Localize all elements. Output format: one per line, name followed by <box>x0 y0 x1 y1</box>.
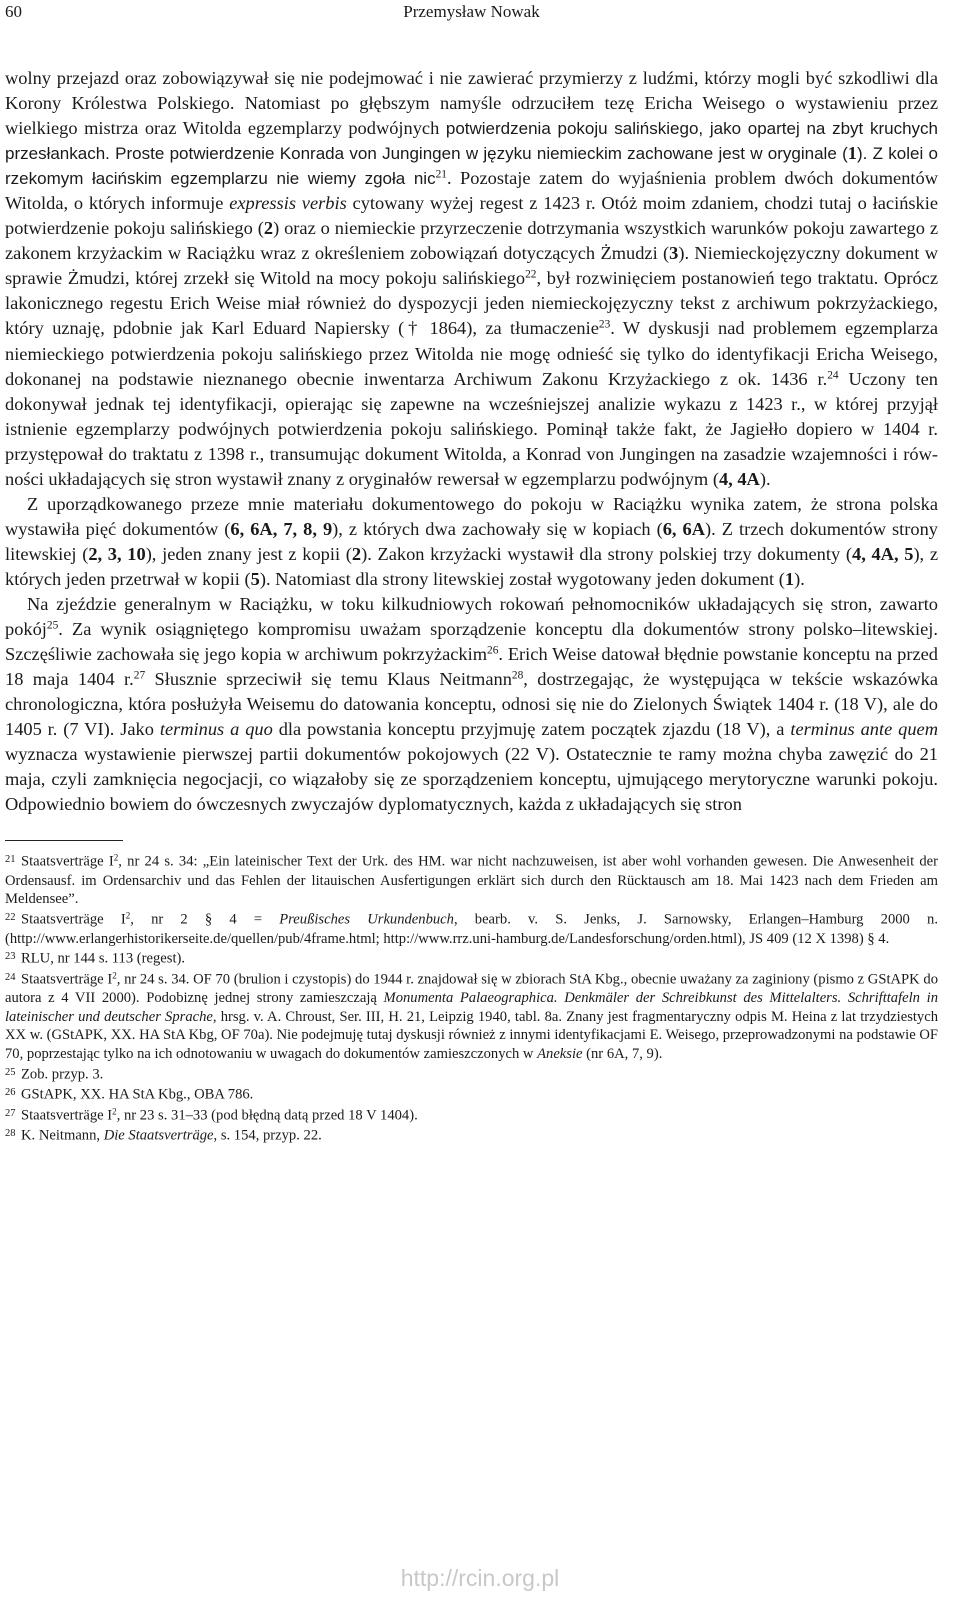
footnote-number: 24 <box>5 971 16 983</box>
text-run: . Erich Weise datował błędnie powstanie konceptu na przed 18 maja 1404 r. <box>5 644 938 690</box>
footnote <box>5 1084 938 1104</box>
footnote-divider <box>5 840 123 841</box>
text-run: ), z których jeden przetrwał w kopii ( <box>5 543 939 589</box>
text-run: . W dyskusji nad problemem egzemplarza niemieckiego potwierdzenia pokoju salińskiego przez Witolda nie mogę odnieść się tylko do identyfikacji Ericha Weisego, dokonanej na podstawie nieznanego obecnie inwentarza Archiwum Zakonu Krzyżackiego z ok. 1436 r. <box>5 318 938 389</box>
text-run: 1 <box>784 568 795 589</box>
footnote-number: 26 <box>5 1087 16 1099</box>
footnote-reference[interactable]: 2 <box>125 910 131 921</box>
text-run: Die Staatsverträge <box>103 1127 214 1144</box>
text-run: expressis verbis <box>229 193 347 214</box>
text-run: Monumenta Palaeographica. Denkmäler der Schreibkunst des Mittelalters. Schrifttafeln in lateinischer und deutscher Sprache <box>5 990 938 1025</box>
page-number: 60 <box>5 2 22 21</box>
text-run: , bearb. v. S. Jenks, J. Sarnowsky, Erlangen–Hamburg 2000 n. (http://www.erlangerhistorikerseite.de/quellen/pub/4frame.html; http://www.rrz.uni-hamburg.de/Landesforschung/orden.html), JS 409 (12 X 1398) § 4. <box>5 911 938 947</box>
text-run: ). Natomiast dla strony litewskiej został wygotowany jeden dokument ( <box>259 568 785 589</box>
footnote <box>5 1105 938 1125</box>
footnote-reference[interactable]: 26 <box>487 644 499 657</box>
text-run: Staatsverträge I <box>21 1107 113 1124</box>
text-run: 6, 6A <box>662 518 706 539</box>
text-run: ). <box>794 568 805 589</box>
text-run: , nr 24 s. 34: „Ein lateinischer Text der Urk. des HM. war nicht nachzuweisen, ist aber wohl vorhanden gewesen. Die Anwesenheit der Ordensausf. im Ordensarchiv und das Fehlen der litauischen Ausfertigungen erklärt sich durch den Rücktausch am 18. Mai 1423 nach dem Frieden am Meldensee”. <box>5 854 938 908</box>
watermark-url: http://rcin.org.pl <box>400 1565 560 1591</box>
text-run: Uczony ten dokonywał jednak tej identyfikacji, opierając się zapewne na wcześniejszej analizie wykazu z 1423 r., w której przyjął istnienie egzemplarzy podwójnych potwierdzenia pokoju salińskiego. Pominął także fakt, że Jagiełło dopiero w 1404 r. przystępował do traktatu z 1398 r., transumując dokument Witolda, a Konrad von Jungingen na zasadzie wzajemności i równości układających się stron wystawił znany z oryginałów rewersał w egzemplarzu podwójnym ( <box>5 368 939 489</box>
text-run: , s. 154, przyp. 22. <box>213 1127 322 1144</box>
main-text <box>5 66 938 817</box>
footnote <box>5 1064 938 1084</box>
paragraph <box>5 66 938 492</box>
text-run: Zob. przyp. 3. <box>21 1066 104 1083</box>
text-run: Aneksie <box>537 1046 583 1063</box>
text-run: ), z których dwa zachowały się w kopiach ( <box>332 518 663 539</box>
text-run: ). <box>759 468 771 489</box>
text-run: 3 <box>669 243 679 264</box>
text-run: ). Z trzech dokumentów strony litewskiej ( <box>5 518 938 564</box>
text-run: terminus a quo <box>159 719 273 740</box>
footnote-reference[interactable]: 22 <box>525 269 537 282</box>
paragraph <box>5 592 938 817</box>
footnote-reference[interactable]: 21 <box>435 168 447 181</box>
footnote-number: 28 <box>5 1127 16 1139</box>
text-run: , nr 24 s. 34. OF 70 (brulion i czystopis) do 1944 r. znajdował się w zbiorach StA Kbg., obecnie uważany za zaginiony (pismo z GStAPK do autora z 4 VII 2000). Podobiznę jednej strony zamieszczają <box>5 971 938 1007</box>
footnote-reference[interactable]: 2 <box>112 970 117 981</box>
text-run: ). Zakon krzyżacki wystawił dla strony polskiej trzy dokumenty ( <box>361 543 852 564</box>
text-run: 4, 4A <box>718 468 760 489</box>
footnote <box>5 969 938 1064</box>
page-header <box>5 2 938 24</box>
footnote-reference[interactable]: 2 <box>112 1106 117 1117</box>
footnote-reference[interactable]: 24 <box>827 369 839 382</box>
text-run: ). Z kolei o rzekomym łacińskim egzemplarzu nie wiemy zgoła nic <box>5 144 939 189</box>
text-run: 4, 4A, 5 <box>852 543 914 564</box>
text-run: Staatsverträge I <box>21 971 113 988</box>
text-run: wolny przejazd oraz zobowiązywał się nie podejmować i nie zawierać przymierzy z ludźmi, którzy mogli być szkodliwi dla Korony Królestwa Polskiego. Natomiast po głębszym namyśle odrzuciłem tezę Ericha Weisego o wystawieniu przez wielkiego mistrza oraz Witolda egzemplarzy podwójnych <box>5 68 938 139</box>
text-run: . Pozostaje zatem do wyjaśnienia problem dwóch dokumentów Witolda, o których informuje <box>5 168 938 214</box>
text-run: K. Neitmann, <box>21 1127 104 1144</box>
footnote <box>5 1125 938 1145</box>
text-run: Preußisches Urkundenbuch <box>279 911 454 928</box>
text-run: potwierdzenia pokoju salińskiego, jako opartej na zbyt kruchych przesłankach. Proste potwierdzenie Konrada von Jungingen w języku niemieckim zachowane jest w oryginale ( <box>5 119 938 164</box>
text-run: . Za wynik osiągniętego kompromisu uważam sporządzenie konceptu dla dokumentów strony polsko–litewskiej. Szczęśliwie zachowała się jego kopia w archiwum pokrzyżackim <box>5 619 938 665</box>
text-run: 2 <box>351 543 362 564</box>
footnote-reference[interactable]: 28 <box>511 669 524 682</box>
footnote-number: 27 <box>5 1107 16 1119</box>
text-run: , dostrzegając, że występująca w tekście wskazówka chronologiczna, która posłużyła Weisemu do datowania konceptu, odnosi się nie do Zielonych Świątek 1404 r. (18 V), ale do 1405 r. (7 VI). Jako <box>5 669 938 740</box>
running-head: Przemysław Nowak <box>403 2 540 21</box>
text-run: 6, 6A, 7, 8, 9 <box>230 518 333 539</box>
text-run: dla powstania konceptu przyjmuję zatem początek zjazdu (18 V), a <box>272 719 791 740</box>
text-run: GStAPK, XX. HA StA Kbg., OBA 786. <box>21 1086 254 1103</box>
footnote <box>5 851 938 909</box>
text-run: , hrsg. v. A. Chroust, Ser. III, H. 21, Leipzig 1940, tabl. 8a. Znany jest fragmentaryczny odpis M. Heina z lat trzydziestych XX w. (GStAPK, XX. HA StA Kbg, OF 70a). Nie podejmuję tutaj dyskusji również z innymi identyfikacjami E. Weisego, przeprowadzonymi na podstawie OF 70, poprzestając tylko na ich odnotowaniu w uwagach do dokumentów zamieszczonych w <box>5 1008 938 1063</box>
paragraph <box>5 492 938 592</box>
text-run: terminus ante quem <box>790 719 938 740</box>
footnote-number: 21 <box>5 854 16 866</box>
document-page <box>5 0 938 1145</box>
text-run: 1 <box>847 143 857 164</box>
text-run: , był rozwinięciem postanowień tego traktatu. Oprócz lakonicznego regestu Erich Weise miał również do dyspozycji jeden niemieckojęzyczny tekst z archiwum pokrzyżackiego, który uznaję, pdobnie jak Karl Eduard Napiersky († 1864), za tłumaczenie <box>5 268 939 339</box>
footnote-number: 25 <box>5 1066 16 1078</box>
text-run: Z uporządkowanego przeze mnie materiału dokumentowego do pokoju w Raciążku wynika zatem, że strona polska wystawiła pięć dokumentów ( <box>5 493 938 539</box>
footnote-reference[interactable]: 23 <box>598 319 611 332</box>
text-run: (nr 6A, 7, 9). <box>582 1046 663 1063</box>
text-run: Słusznie sprzeciwił się temu Klaus Neitmann <box>145 669 512 690</box>
text-run: cytowany wyżej regest z 1423 r. Otóż moim zdaniem, chodzi tutaj o łacińskie potwierdzenie pokoju salińskiego ( <box>5 193 939 239</box>
footnote-number: 23 <box>5 951 16 963</box>
text-run: 2 <box>263 218 274 239</box>
footnote-reference[interactable]: 2 <box>113 853 119 864</box>
text-run: ) oraz o niemieckie przyrzeczenie dotrzymania wszystkich warunków pokoju zawartego z zakonem krzyżackim w Raciążku wraz z określeniem zobowiązań dotyczących Żmudzi ( <box>5 218 939 264</box>
text-run: , nr 23 s. 31–33 (pod błędną datą przed 18 V 1404). <box>116 1107 418 1124</box>
text-run: Staatsverträge I <box>21 854 114 871</box>
text-run: Na zjeździe generalnym w Raciążku, w toku kilkudniowych rokowań pełnomocników układających się stron, zawarto pokój <box>5 593 938 640</box>
text-run: RLU, nr 144 s. 113 (regest). <box>21 950 186 967</box>
text-run: ), jeden znany jest z kopii ( <box>145 543 352 564</box>
text-run: Staatsverträge I <box>21 911 126 928</box>
footnote-number: 22 <box>5 912 16 924</box>
footnote-reference[interactable]: 25 <box>46 619 59 632</box>
text-run: ). Niemieckojęzyczny dokument w sprawie Żmudzi, której zrzekł się Witold na mocy pokoju salińskiego <box>5 243 938 289</box>
text-run: 5 <box>250 568 260 589</box>
text-run: 2, 3, 10 <box>88 543 146 564</box>
text-run: wyznacza wystawienie pierwszej partii dokumentów pokojowych (22 V). Ostatecznie te ramy można chyba zawęzić do 21 maja, czyli zamknięcia negocjacji, co wiązałoby się ze sporządzeniem konceptu, ujmującego merytoryczne warunki pokoju. Odpowiednio bowiem do ówczesnych zwyczajów dyplomatycznych, każda z układających się stron <box>5 744 938 815</box>
footnote <box>5 909 938 948</box>
text-run: , nr 2 § 4 = <box>130 911 280 928</box>
footnote <box>5 948 938 968</box>
footnotes <box>5 851 938 1145</box>
footnote-reference[interactable]: 27 <box>133 669 146 682</box>
